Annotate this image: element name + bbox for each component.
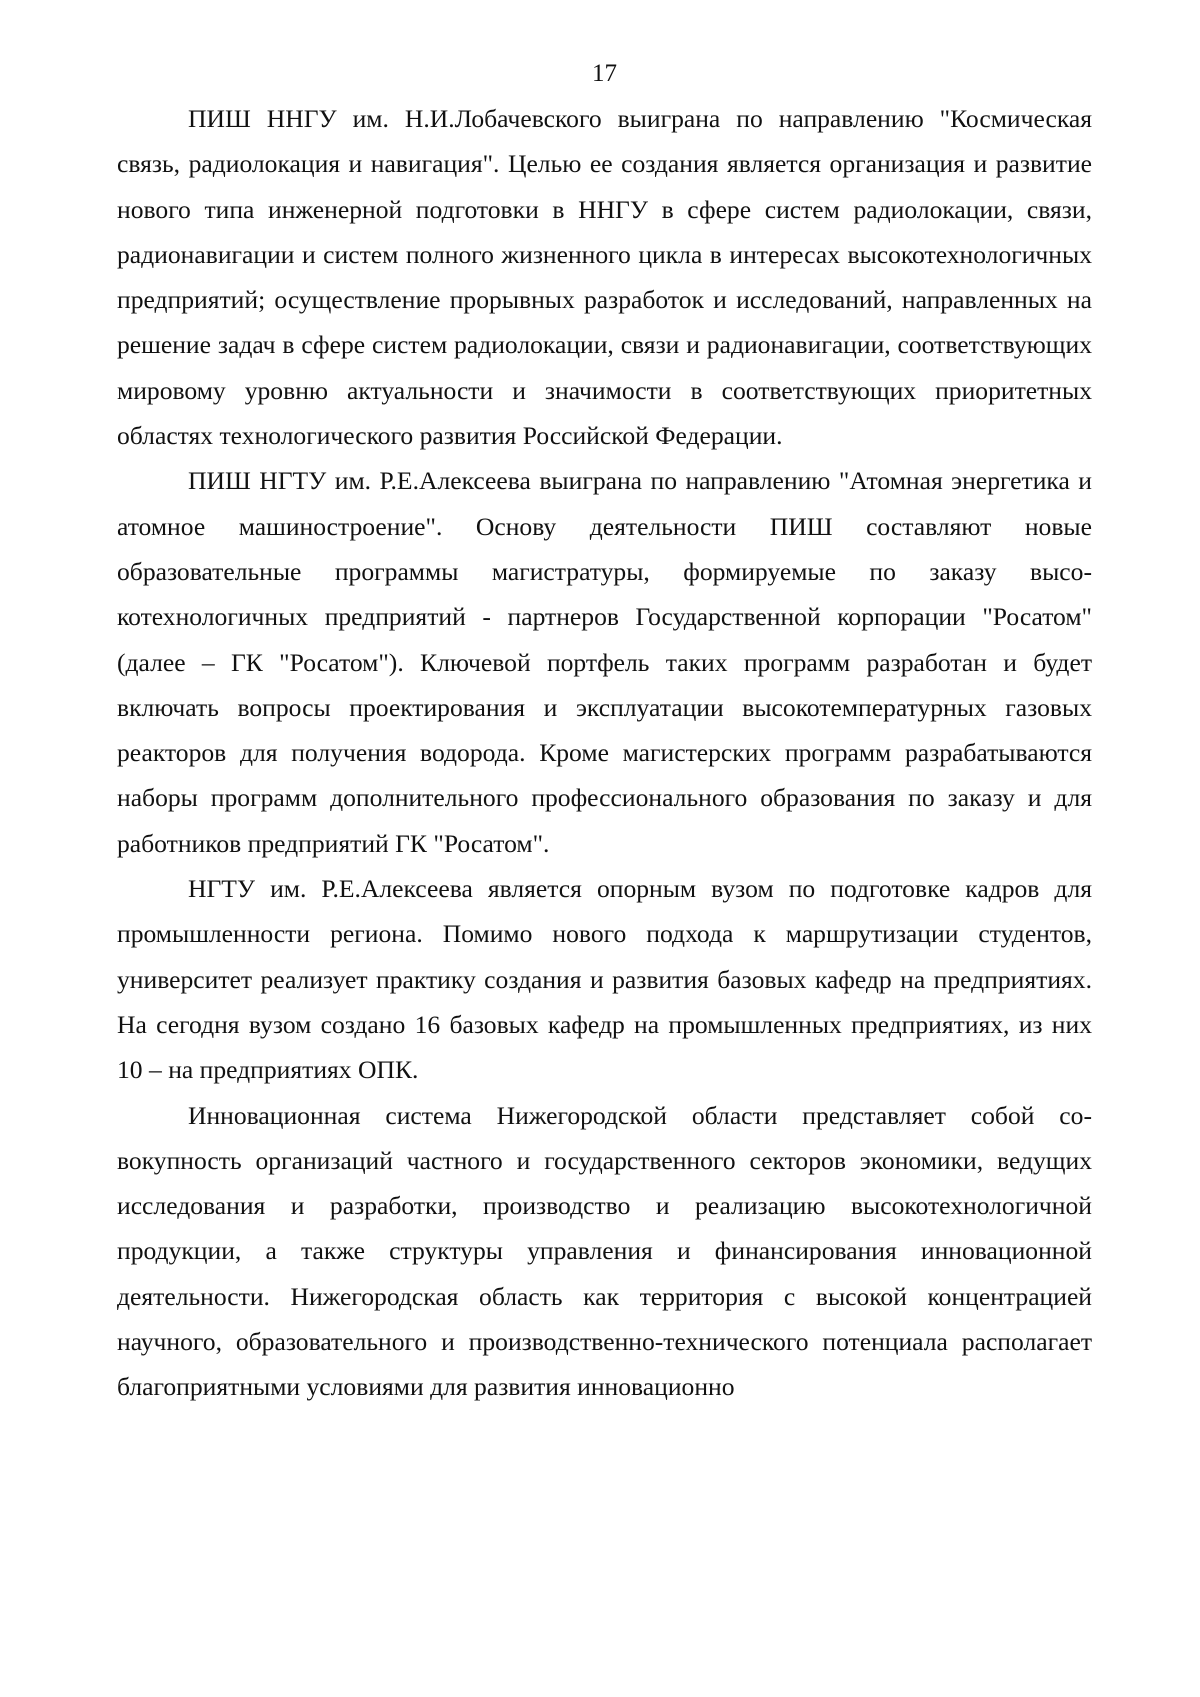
paragraph-innovation-system: Инновационная система Нижегородской области представляет собой совокупность организаций частного и государственного секторов экономики, ведущих исследования и разработки, производство и реализацию высокотехнологичной продукции, а также структуры управления и финансирования инновационной деятельности. Нижегородская область как территория с высокой концентрацией научного, образовательного и производственно-технического потенциала располагает благоприятными условиями для развития инновационно: [117, 1100, 1092, 1402]
paragraph-pish-ngtu: ПИШ НГТУ им. Р.Е.Алексеева выиграна по направлению "Атомная энергетика и атомное машиностроение". Основу деятельности ПИШ составляют новые образовательные программы магистратуры, формируемые по заказу высокотехнологичных предприятий - партнеров Государственной корпорации "Росатом" (далее – ГК "Росатом"). Ключевой портфель таких программ разработан и будет включать вопросы проектирования и эксплуатации высокотемпературных газовых реакторов для получения водорода. Кроме магистерских программ разрабатываются наборы программ дополнительного профессионального образования по заказу и для работников предприятий ГК "Росатом".: [117, 466, 1092, 858]
paragraph-pish-nngu: ПИШ ННГУ им. Н.И.Лобачевского выиграна по направлению "Космическая связь, радиолокация и навигация". Целью ее создания является организация и развитие нового типа инженерной подготовки в ННГУ в сфере систем радиолокации, связи, радионавигации и систем полного жизненного цикла в интересах высокотехнологичных предприятий; осуществление прорывных разработок и исследований, направленных на решение задач в сфере систем радиолокации, связи и радионавигации, соответствующих мировому уровню актуальности и значимости в соответствующих приоритетных областях технологического развития Российской Федерации.: [117, 104, 1092, 451]
page-number: 17: [592, 60, 617, 87]
paragraph-ngtu-base-departments: НГТУ им. Р.Е.Алексеева является опорным вузом по подготовке кадров для промышленности региона. Помимо нового подхода к маршрутизации студентов, университет реализует практику создания и развития базовых кафедр на предприятиях. На сегодня вузом создано 16 базовых кафедр на промышленных предприятиях, из них 10 – на предприятиях ОПК.: [117, 874, 1092, 1085]
